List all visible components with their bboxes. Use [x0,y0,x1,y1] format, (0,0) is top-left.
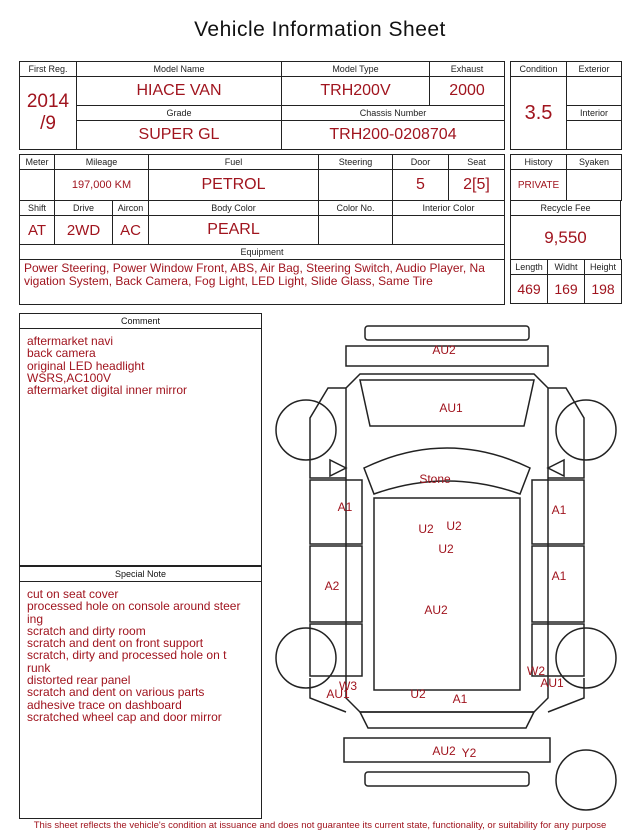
shift-label: Shift [20,201,55,216]
interior-color-value [393,216,505,245]
recycle-fee-value: 9,550 [511,216,621,260]
mark-u2-b: U2 [446,519,462,533]
special-note-item: processed hole on console around steer [27,599,241,614]
width-value: 169 [548,275,585,304]
history-label: History [511,155,567,170]
tire-rear-left [276,628,336,688]
recycle-fee-label: Recycle Fee [511,201,621,216]
rear-bumper-bottom [365,772,529,786]
spec-table [19,154,505,305]
meter-value [20,170,55,201]
equipment-value [20,260,505,305]
exhaust-label: Exhaust [430,62,505,77]
mark-y2: Y2 [461,746,477,760]
model-type-label: Model Type [282,62,430,77]
history-value: PRIVATE [511,170,567,201]
syaken-label: Syaken [567,155,622,170]
length-label: Length [511,260,548,275]
history-table [510,154,622,201]
mark-a1-right-mid: A1 [551,569,567,583]
special-note-item: ing [27,611,44,626]
left-front-door [310,480,362,544]
recycle-table [510,200,621,260]
rear-window [360,712,534,728]
right-mirror [548,460,564,476]
special-note-item: adhesive trace on dashboard [27,697,182,712]
condition-value: 3.5 [511,77,567,150]
special-note-list [20,582,261,723]
comment-item: back camera [27,346,96,361]
mark-au2-rear: AU2 [432,744,456,758]
drive-label: Drive [55,201,113,216]
chassis-label: Chassis Number [282,106,505,121]
fuel-label: Fuel [149,155,319,170]
comment-item: aftermarket digital inner mirror [27,383,188,398]
interior-value [567,121,622,150]
color-no-label: Color No. [319,201,393,216]
drive-value: 2WD [55,216,113,245]
door-value: 5 [393,170,449,201]
mark-stone: Stone [419,472,451,486]
first-reg-year: 2014 [26,91,70,112]
seat-label: Seat [449,155,505,170]
aircon-value: AC [113,216,149,245]
special-note-box [19,566,262,819]
interior-color-label: Interior Color [393,201,505,216]
shift-value: AT [20,216,55,245]
mark-au1-right-rear: AU1 [540,676,564,690]
mark-u2-rear: U2 [410,687,426,701]
mileage-label: Mileage [55,155,149,170]
steering-value [319,170,393,201]
dimensions-table [510,259,622,304]
mark-a1-left-front: A1 [337,500,353,514]
color-no-value [319,216,393,245]
meter-label: Meter [20,155,55,170]
special-note-item: cut on seat cover [27,587,119,601]
syaken-value [567,170,622,201]
mark-w2: W2 [527,664,545,678]
length-value: 469 [511,275,548,304]
fuel-value: PETROL [149,170,319,201]
exterior-value [567,77,622,106]
mark-au2-front: AU2 [432,343,456,357]
mark-u2-c: U2 [438,542,454,556]
steering-label: Steering [319,155,393,170]
windshield [364,448,530,494]
tire-rear-right [556,628,616,688]
special-note-item: scratch and dent on various parts [27,685,205,700]
exhaust-value: 2000 [430,77,505,106]
main-info-table [19,61,505,150]
left-rear-panel [310,624,362,676]
mark-au1-front: AU1 [439,401,463,415]
spare-tire [556,750,616,810]
body-color-value: PEARL [149,216,319,245]
chassis-value: TRH200-0208704 [282,121,505,150]
first-reg-month: /9 [40,113,56,134]
door-label: Door [393,155,449,170]
mark-au1-left-rear: AU1 [326,687,350,701]
model-type-value: TRH200V [282,77,430,106]
interior-label: Interior [567,106,622,121]
body-color-label: Body Color [149,201,319,216]
right-rear-door [532,546,584,622]
special-note-item: distorted rear panel [27,673,131,688]
aircon-label: Aircon [113,201,149,216]
comment-list [20,329,261,396]
model-name-value: HIACE VAN [77,77,282,106]
mark-u2-a: U2 [418,522,434,536]
condition-label: Condition [511,62,567,77]
mark-a1-right-front: A1 [551,503,567,517]
special-note-item: runk [27,660,51,675]
condition-table [510,61,622,150]
sheet-title: Vehicle Information Sheet [194,18,446,41]
comment-header: Comment [20,314,261,329]
left-mirror [330,460,346,476]
width-label: Widht [548,260,585,275]
mark-a1-rear: A1 [452,692,468,706]
height-label: Height [585,260,622,275]
mark-a2-left: A2 [324,579,340,593]
disclaimer-footer: This sheet reflects the vehicle's condition at issuance and does not guarantee its current state, functionality, or suitability for any purpose [33,820,607,831]
equipment-label: Equipment [20,245,505,260]
grade-label: Grade [77,106,282,121]
comment-item: WSRS,AC100V [27,370,112,385]
special-note-item: scratch and dent on front support [27,636,204,651]
special-note-item: scratch and dirty room [27,623,146,638]
first-reg-value [20,77,77,150]
grade-value: SUPER GL [77,121,282,150]
first-reg-label: First Reg. [20,62,77,77]
special-note-item: scratch, dirty and processed hole on t [27,648,227,663]
model-name-label: Model Name [77,62,282,77]
comment-box [19,313,262,566]
front-bumper-top [365,326,529,340]
car-damage-diagram [268,318,628,818]
height-value: 198 [585,275,622,304]
mark-w3: W3 [339,679,357,693]
mark-au2-center: AU2 [424,603,448,617]
tire-front-right [556,400,616,460]
exterior-label: Exterior [567,62,622,77]
comment-item: original LED headlight [27,358,145,373]
tire-front-left [276,400,336,460]
special-note-item: scratched wheel cap and door mirror [27,709,222,724]
equipment-line-1: Power Steering, Power Window Front, ABS, Air Bag, Steering Switch, Audio Player, Na [24,261,485,275]
mileage-value: 197,000 KM [55,170,149,201]
seat-value: 2[5] [449,170,505,201]
equipment-line-2: vigation System, Back Camera, Fog Light, LED Light, Slide Glass, Same Tire [24,273,433,288]
special-note-header: Special Note [20,567,261,582]
comment-item: aftermarket navi [27,334,114,348]
